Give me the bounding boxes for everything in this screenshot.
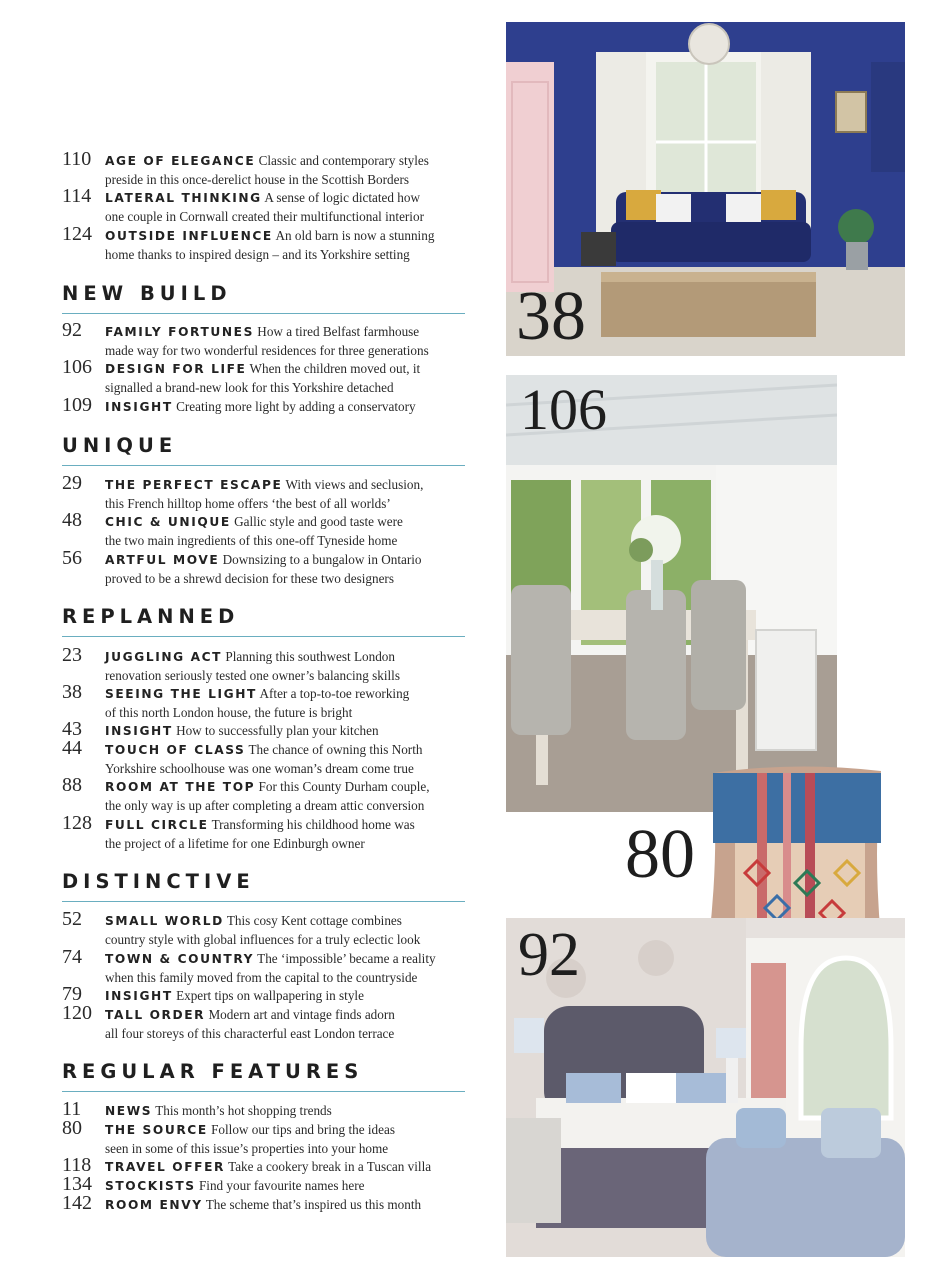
entry-title: SMALL WORLD <box>105 914 224 928</box>
entry-title: INSIGHT <box>105 400 173 414</box>
toc-entry[interactable] <box>62 148 482 189</box>
toc-entry[interactable] <box>62 356 482 397</box>
page-number: 44 <box>62 737 82 759</box>
entry-desc: renovation seriously tested one owner’s balancing skills <box>105 667 400 683</box>
toc-entry[interactable] <box>62 737 482 778</box>
entry-desc: Take a cookery break in a Tuscan villa <box>228 1159 432 1174</box>
section-regular-features <box>62 1060 465 1092</box>
page-number: 52 <box>62 908 82 930</box>
entry-desc: one couple in Cornwall created their multifunctional interior <box>105 208 424 224</box>
entry-title: TRAVEL OFFER <box>105 1160 225 1174</box>
entry-desc: Downsizing to a bungalow in Ontario <box>222 552 422 567</box>
entry-title: INSIGHT <box>105 989 173 1003</box>
entry-desc: all four storeys of this characterful east London terrace <box>105 1025 395 1041</box>
entry-desc: the two main ingredients of this one-off Tyneside home <box>105 532 398 548</box>
page-number: 29 <box>62 472 82 494</box>
toc-entry[interactable] <box>62 718 482 741</box>
entry-desc: Follow our tips and bring the ideas <box>211 1122 395 1137</box>
page-number: 23 <box>62 644 82 666</box>
toc-entry[interactable] <box>62 644 482 685</box>
conservatory-dining-photo[interactable] <box>506 375 837 812</box>
page-number: 124 <box>62 223 92 245</box>
entry-title: TALL ORDER <box>105 1008 206 1022</box>
section-divider <box>62 636 465 637</box>
toc-entry[interactable] <box>62 983 482 1006</box>
entry-desc: After a top-to-toe reworking <box>259 686 410 701</box>
entry-desc: Yorkshire schoolhouse was one woman’s dream come true <box>105 760 414 776</box>
section-title: REGULAR FEATURES <box>62 1060 364 1083</box>
entry-title: ROOM ENVY <box>105 1198 203 1212</box>
entry-desc: An old barn is now a stunning <box>275 228 435 243</box>
section-unique <box>62 434 465 466</box>
page-number: 109 <box>62 394 92 416</box>
page-number: 80 <box>62 1117 82 1139</box>
entry-desc: How to successfully plan your kitchen <box>176 723 379 738</box>
toc-entry[interactable] <box>62 774 482 815</box>
entry-desc: the only way is up after completing a dream attic conversion <box>105 797 425 813</box>
toc-entry[interactable] <box>62 1002 482 1043</box>
section-title: UNIQUE <box>62 434 178 457</box>
toc-entry[interactable] <box>62 185 482 226</box>
section-replanned <box>62 605 465 637</box>
page-number: 11 <box>62 1098 82 1120</box>
toc-entry[interactable] <box>62 472 482 513</box>
entry-desc: this French hilltop home offers ‘the best of all worlds’ <box>105 495 391 511</box>
entry-desc: preside in this once-derelict house in the Scottish Borders <box>105 171 409 187</box>
entry-desc: When the children moved out, it <box>249 361 421 376</box>
page-number: 134 <box>62 1173 92 1195</box>
section-new-build <box>62 282 465 314</box>
entry-desc: of this north London house, the future is bright <box>105 704 353 720</box>
page-number: 88 <box>62 774 82 796</box>
entry-title: THE PERFECT ESCAPE <box>105 478 283 492</box>
entry-title: SEEING THE LIGHT <box>105 687 257 701</box>
page-ref-number: 92 <box>518 921 580 989</box>
toc-entry[interactable] <box>62 394 482 417</box>
entry-desc: Planning this southwest London <box>225 649 395 664</box>
entry-desc: This month’s hot shopping trends <box>155 1103 332 1118</box>
page-number: 106 <box>62 356 92 378</box>
entry-desc: Gallic style and good taste were <box>234 514 403 529</box>
section-divider <box>62 313 465 314</box>
entry-title: FULL CIRCLE <box>105 818 209 832</box>
entry-desc: proved to be a shrewd decision for these two designers <box>105 570 394 586</box>
entry-title: THE SOURCE <box>105 1123 208 1137</box>
toc-entry[interactable] <box>62 946 482 987</box>
toc-entry[interactable] <box>62 681 482 722</box>
entry-title: CHIC & UNIQUE <box>105 515 231 529</box>
toc-entry[interactable] <box>62 908 482 949</box>
entry-title: INSIGHT <box>105 724 173 738</box>
page-ref-number: 106 <box>520 377 607 442</box>
entry-title: OUTSIDE INFLUENCE <box>105 229 273 243</box>
entry-title: ROOM AT THE TOP <box>105 780 256 794</box>
entry-desc: country style with global influences for a truly eclectic look <box>105 931 421 947</box>
page-number: 38 <box>62 681 82 703</box>
living-room-photo[interactable] <box>506 22 905 356</box>
toc-entry[interactable] <box>62 1117 482 1158</box>
page-number: 79 <box>62 983 82 1005</box>
entry-desc: How a tired Belfast farmhouse <box>257 324 420 339</box>
page-number: 142 <box>62 1192 92 1214</box>
entry-desc: With views and seclusion, <box>285 477 424 492</box>
entry-desc: the project of a lifetime for one Edinburgh owner <box>105 835 365 851</box>
toc-entry[interactable] <box>62 547 482 588</box>
toc-entry[interactable] <box>62 1192 482 1215</box>
entry-desc: A sense of logic dictated how <box>264 190 420 205</box>
entry-desc: For this County Durham couple, <box>258 779 430 794</box>
cushion-illustration <box>705 763 885 943</box>
page-number: 118 <box>62 1154 92 1176</box>
entry-desc: Classic and contemporary styles <box>258 153 429 168</box>
toc-entry[interactable] <box>62 1098 482 1121</box>
section-divider <box>62 465 465 466</box>
entry-desc: The ‘impossible’ became a reality <box>257 951 436 966</box>
toc-entry[interactable] <box>62 223 482 264</box>
section-title: NEW BUILD <box>62 282 232 305</box>
page-number: 110 <box>62 148 92 170</box>
page-ref-number: 38 <box>516 278 586 355</box>
page-number: 92 <box>62 319 82 341</box>
entry-desc: made way for two wonderful residences for three generations <box>105 342 429 358</box>
entry-desc: This cosy Kent cottage combines <box>226 913 402 928</box>
entry-desc: when this family moved from the capital to the countryside <box>105 969 418 985</box>
entry-title: NEWS <box>105 1104 153 1118</box>
entry-desc: Expert tips on wallpapering in style <box>176 988 364 1003</box>
entry-title: FAMILY FORTUNES <box>105 325 254 339</box>
page-number: 120 <box>62 1002 92 1024</box>
entry-title: STOCKISTS <box>105 1179 196 1193</box>
cushion-photo[interactable] <box>705 763 885 943</box>
entry-desc: The scheme that’s inspired us this month <box>205 1197 422 1212</box>
toc-entry[interactable] <box>62 1154 482 1177</box>
entry-title: AGE OF ELEGANCE <box>105 154 256 168</box>
entry-desc: Modern art and vintage finds adorn <box>208 1007 395 1022</box>
section-title: DISTINCTIVE <box>62 870 255 893</box>
section-divider <box>62 901 465 902</box>
section-divider <box>62 1091 465 1092</box>
entry-title: LATERAL THINKING <box>105 191 262 205</box>
entry-title: TOWN & COUNTRY <box>105 952 255 966</box>
page-number: 74 <box>62 946 82 968</box>
toc-entry[interactable] <box>62 319 482 360</box>
page-number: 48 <box>62 509 82 531</box>
entry-desc: Creating more light by adding a conservatory <box>176 399 416 414</box>
entry-title: JUGGLING ACT <box>105 650 223 664</box>
bedroom-photo[interactable] <box>506 918 905 1257</box>
entry-desc: home thanks to inspired design – and its Yorkshire setting <box>105 246 410 262</box>
section-title: REPLANNED <box>62 605 240 628</box>
page-ref-number: 80 <box>625 816 695 893</box>
entry-title: TOUCH OF CLASS <box>105 743 246 757</box>
entry-desc: Find your favourite names here <box>198 1178 365 1193</box>
page-number: 43 <box>62 718 82 740</box>
page-number: 56 <box>62 547 82 569</box>
entry-title: DESIGN FOR LIFE <box>105 362 247 376</box>
toc-entry[interactable] <box>62 1173 482 1196</box>
section-distinctive <box>62 870 465 902</box>
entry-desc: signalled a brand-new look for this Yorkshire detached <box>105 379 394 395</box>
entry-desc: Transforming his childhood home was <box>211 817 415 832</box>
entry-desc: The chance of owning this North <box>248 742 423 757</box>
page-number: 128 <box>62 812 92 834</box>
entry-title: ARTFUL MOVE <box>105 553 220 567</box>
page-number: 114 <box>62 185 92 207</box>
toc-entry[interactable] <box>62 509 482 550</box>
entry-desc: seen in some of this issue’s properties into your home <box>105 1140 389 1156</box>
toc-entry[interactable] <box>62 812 482 853</box>
